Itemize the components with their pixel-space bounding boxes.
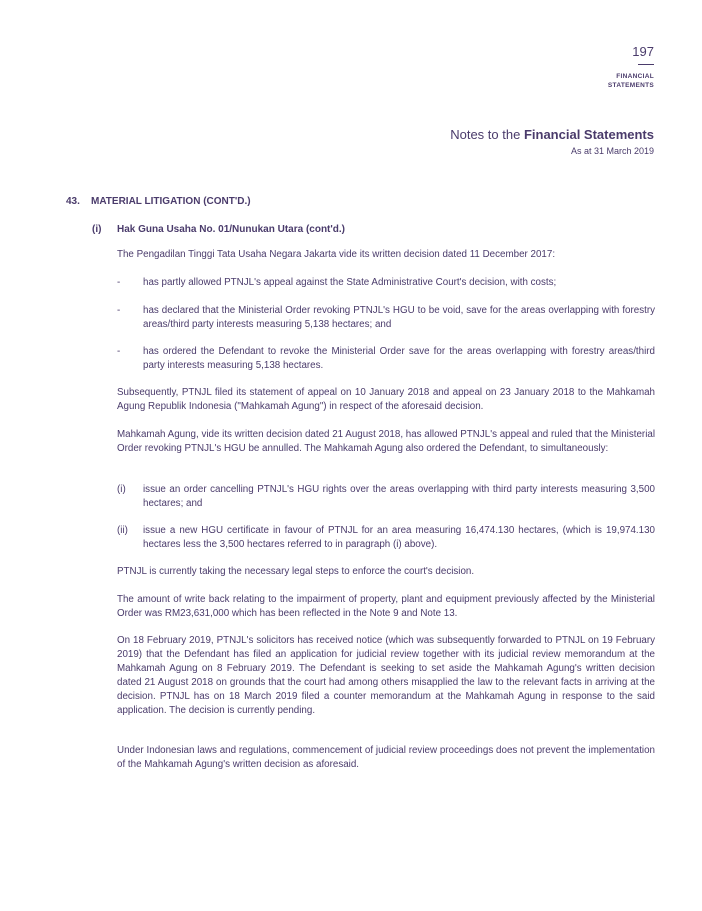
order-text: issue an order cancelling PTNJL's HGU rights over the areas overlapping with third party interests measuring 3,500 hectares; and [143, 484, 655, 509]
bullet-mark: - [117, 277, 121, 288]
paragraph-4: PTNJL is currently taking the necessary legal steps to enforce the court's decision. [117, 566, 475, 577]
sub-title: Hak Guna Usaha No. 01/Nunukan Utara (cont'd.) [117, 224, 345, 235]
bullet-text: has partly allowed PTNJL's appeal against the State Administrative Court's decision, with costs; [143, 277, 557, 288]
sub-heading [92, 224, 345, 235]
section-label-line2: STATEMENTS [607, 81, 654, 89]
notes-title-prefix: Notes to the [450, 127, 521, 142]
order-text: issue a new HGU certificate in favour of PTNJL for an area measuring 16,474.130 hectares, (which is 19,974.130 hectares less the 3,500 hectares referred to in paragraph (i) above). [143, 525, 655, 550]
section-label [608, 73, 654, 90]
paragraph-1: The Pengadilan Tinggi Tata Usaha Negara Jakarta vide its written decision dated 11 December 2017: [117, 249, 556, 260]
paragraph-5: The amount of write back relating to the impairment of property, plant and equipment previously affected by the Ministerial Order was RM23,631,000 which has been reflected in the Note 9 and Note 13. [117, 594, 655, 619]
list-item [117, 524, 655, 552]
page-number: 197 [632, 44, 654, 59]
list-item [117, 304, 655, 332]
paragraph-3: Mahkamah Agung, vide its written decision dated 21 August 2018, has allowed PTNJL's appeal and ruled that the Ministerial Order revoking PTNJL's HGU be annulled. The Mahkamah Agung also ordered the Defendant, to simultaneously: [117, 429, 655, 454]
note-heading [66, 196, 251, 207]
list-item [117, 483, 655, 511]
paragraph-6: On 18 February 2019, PTNJL's solicitors has received notice (which was subsequently forwarded to PTNJL on 19 February 2019) that the Defendant has filed an application for judicial review together with its judicial review memorandum at the Mahkamah Agung on 8 February 2019. The Defendant is seeking to set aside the Mahkamah Agung's written decision dated 21 August 2018 on grounds that the court had among others misapplied the law to the relevant facts in arriving at the decision. PTNJL has on 18 March 2019 filed a counter memorandum at the Mahkamah Agung in response to the said application. The decision is currently pending. [117, 635, 655, 716]
bullet-text: has declared that the Ministerial Order revoking PTNJL's HGU to be void, save for the areas overlapping with forestry areas/third party interests measuring 5,138 hectares; and [143, 305, 655, 330]
notes-title-bold: Financial Statements [523, 127, 654, 142]
bullet-mark: - [117, 346, 121, 357]
page-number-rule [638, 64, 654, 65]
list-item [117, 345, 655, 373]
section-label-line1: FINANCIAL [616, 73, 654, 80]
note-title: MATERIAL LITIGATION (CONT'D.) [91, 196, 251, 207]
notes-title [450, 127, 654, 142]
paragraph-2: Subsequently, PTNJL filed its statement of appeal on 10 January 2018 and appeal on 23 January 2018 to the Mahkamah Agung Republik Indonesia ("Mahkamah Agung") in respect of the aforesaid decision. [117, 387, 655, 412]
paragraph-7: Under Indonesian laws and regulations, commencement of judicial review proceedings does not prevent the implementation of the Mahkamah Agung's written decision as aforesaid. [117, 745, 655, 770]
note-number: 43. [66, 196, 80, 207]
list-item [117, 276, 655, 290]
bullet-mark: - [117, 305, 121, 316]
notes-date: As at 31 March 2019 [570, 146, 654, 156]
bullet-text: has ordered the Defendant to revoke the Ministerial Order save for the areas overlapping with forestry areas/third party interests measuring 5,138 hectares. [143, 346, 655, 371]
order-mark: (ii) [117, 525, 128, 536]
sub-number: (i) [92, 224, 102, 235]
order-mark: (i) [117, 484, 126, 495]
